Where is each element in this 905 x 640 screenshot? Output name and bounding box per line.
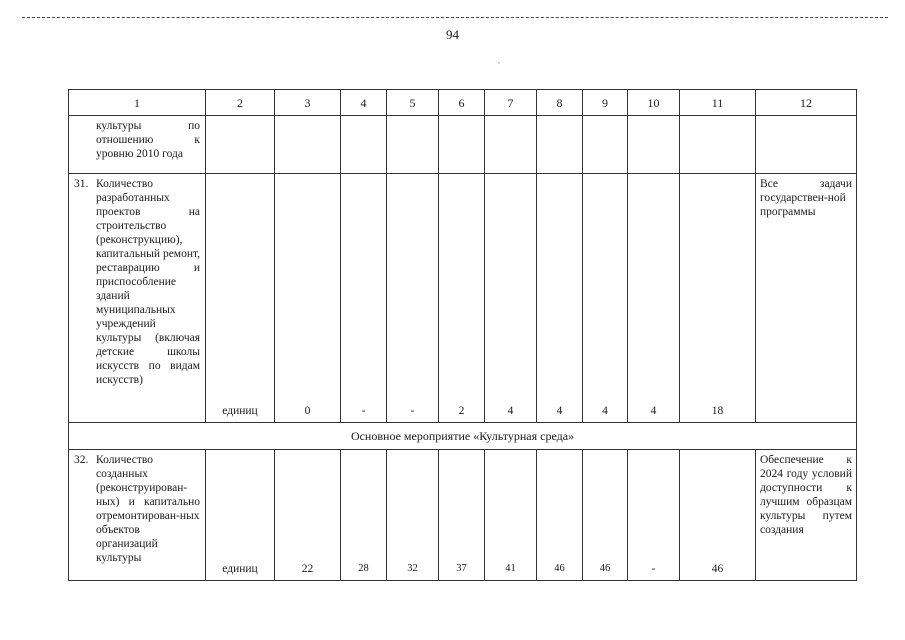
goal-cell: [756, 174, 857, 423]
top-rule: [22, 17, 888, 18]
table-header-row: [69, 90, 857, 116]
column-header: 12: [756, 90, 857, 116]
row-number: 31.: [74, 178, 89, 190]
indicator-text: Количество созданных (реконструирован-ных) и капитально отремонтирован-ных объектов организаций культуры: [96, 454, 200, 564]
column-header: 5: [387, 90, 439, 116]
value-cell: 18: [680, 174, 756, 423]
value-cell: -: [628, 450, 680, 581]
value-cell: 4: [537, 174, 583, 423]
scan-speck: ,: [498, 56, 500, 65]
value-cell: -: [387, 174, 439, 423]
column-header: 1: [69, 90, 206, 116]
table-row-continuation: [69, 116, 857, 174]
goal-text: Обеспечение к 2024 году условий доступности к лучшим образцам культуры путем создания: [760, 454, 852, 536]
value-cell: 37: [439, 450, 485, 581]
value-cell: 46: [537, 450, 583, 581]
value-cell: 22: [275, 450, 341, 581]
indicator-text: культуры по отношению к уровню 2010 года: [96, 120, 200, 160]
value-cell: 28: [341, 450, 387, 581]
indicators-table: [68, 89, 857, 581]
table-row-32: [69, 450, 857, 581]
section-title: Основное мероприятие «Культурная среда»: [69, 423, 857, 450]
value-cell: -: [341, 174, 387, 423]
column-header: 8: [537, 90, 583, 116]
value-cell: 2: [439, 174, 485, 423]
column-header: 3: [275, 90, 341, 116]
column-header: 2: [206, 90, 275, 116]
column-header: 7: [485, 90, 537, 116]
value-cell: 32: [387, 450, 439, 581]
column-header: 11: [680, 90, 756, 116]
row-number: 32.: [74, 454, 89, 466]
goal-text: Все задачи государствен-ной программы: [760, 178, 852, 218]
page-number: 94: [446, 27, 459, 42]
column-header: 6: [439, 90, 485, 116]
indicator-text: Количество разработанных проектов на строительство (реконструкцию), капитальный ремонт, реставрацию и приспособление зданий муниципальных учреждений культуры (включая детские школы искусств по видам искусств): [96, 178, 201, 386]
column-header: 9: [583, 90, 628, 116]
value-cell: 46: [680, 450, 756, 581]
indicator-cell: [69, 174, 206, 423]
value-cell: 4: [583, 174, 628, 423]
unit-cell: единиц: [206, 174, 275, 423]
unit-cell: единиц: [206, 450, 275, 581]
value-cell: 0: [275, 174, 341, 423]
value-cell: 4: [485, 174, 537, 423]
column-header: 4: [341, 90, 387, 116]
section-row: [69, 423, 857, 450]
value-cell: 4: [628, 174, 680, 423]
table-row-31: [69, 174, 857, 423]
value-cell: 46: [583, 450, 628, 581]
goal-cell: [756, 450, 857, 581]
value-cell: 41: [485, 450, 537, 581]
indicator-cell: [69, 450, 206, 581]
indicator-cell: [69, 116, 206, 174]
column-header: 10: [628, 90, 680, 116]
